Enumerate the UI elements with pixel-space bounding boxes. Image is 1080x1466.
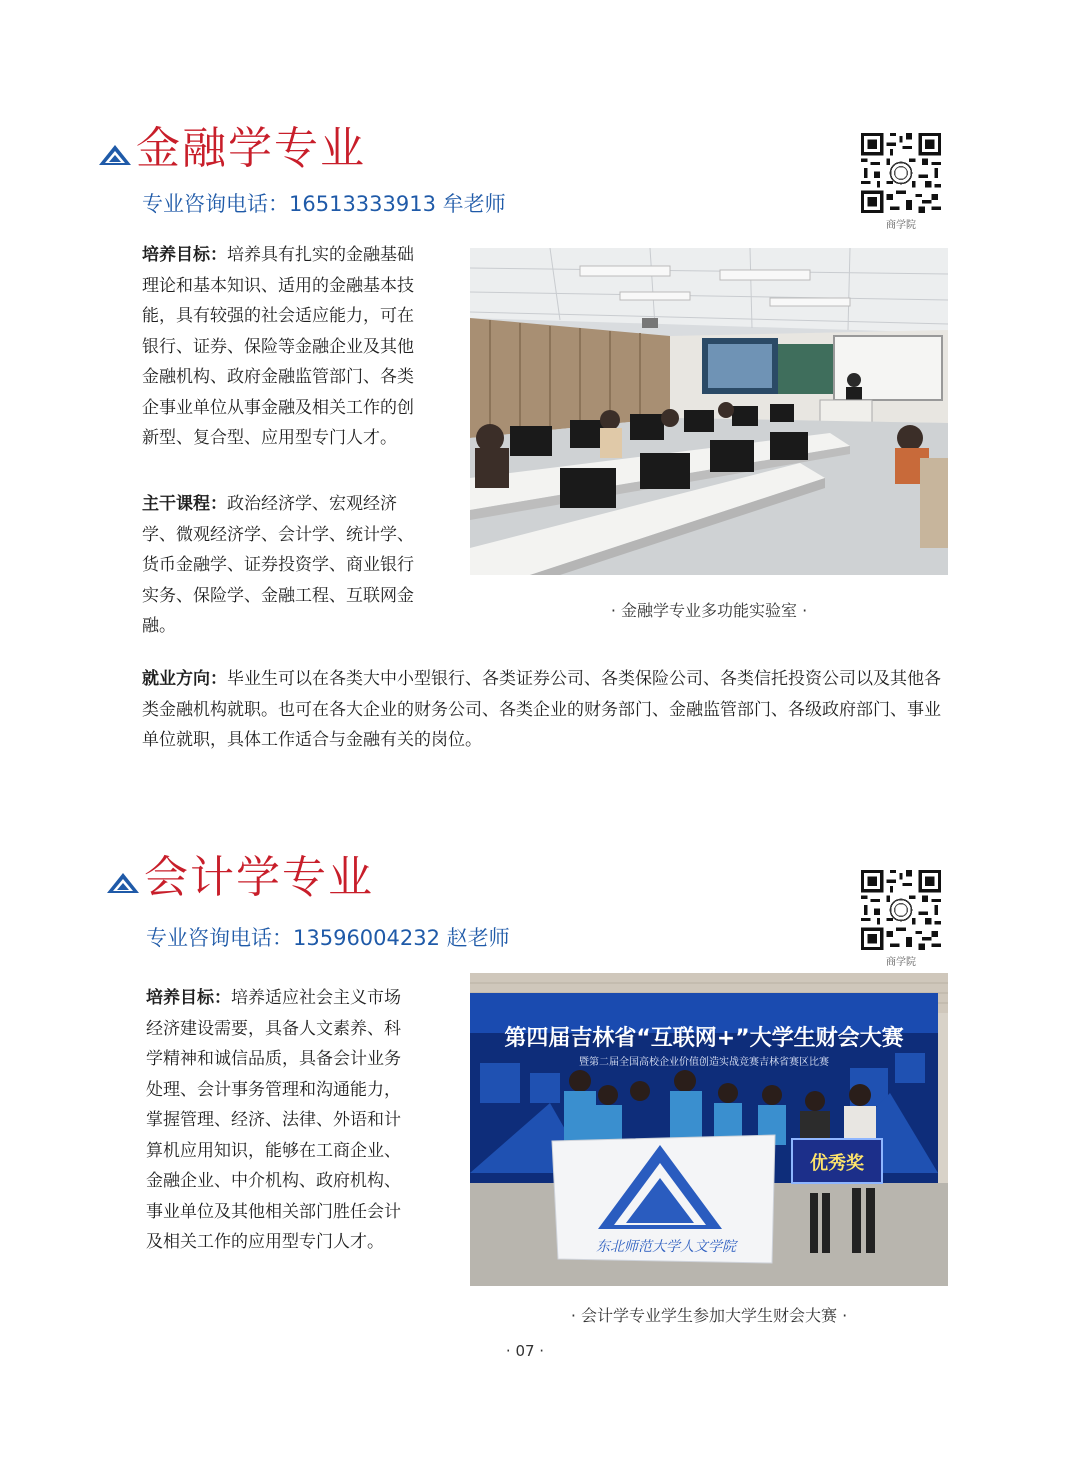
career-text: 毕业生可以在各类大中小型银行、各类证券公司、各类保险公司、各类信托投资公司以及其他各类金融机构就职。也可在各大企业的财务公司、各类企业的财务部门、金融监管部门、各级政府部门、事业单位就职，具体工作适合与金融有关的岗位。 (142, 669, 941, 750)
career-label: 就业方向： (142, 669, 227, 689)
phone-label: 专业咨询电话： (142, 192, 289, 216)
banner-title: 第四届吉林省“互联网+”大学生财会大赛 (504, 1026, 904, 1051)
page-number: · 07 · (505, 1342, 545, 1360)
training-goal-text: 培养具有扎实的金融基础理论和基本知识、适用的金融基本技能，具有较强的社会适应能力，可在银行、证券、保险等金融企业及其他金融机构、政府金融监管部门、各类企事业单位从事金融及相关工作的创新型、复合型、应用型专门人才。 (142, 245, 414, 448)
accounting-contest-photo (470, 973, 948, 1286)
section-title: 金融学专业 (136, 123, 366, 174)
career-direction (142, 664, 952, 756)
finance-lab-photo (470, 248, 948, 575)
phone-line (142, 188, 506, 218)
phone-number[interactable]: 16513333913 (289, 192, 436, 216)
contact-name: 牟老师 (442, 192, 506, 216)
qr-code-icon[interactable] (861, 870, 941, 950)
section-title: 会计学专业 (144, 852, 374, 903)
main-courses (142, 489, 414, 642)
award-board: 优秀奖 (810, 1153, 864, 1174)
training-goal (142, 240, 414, 454)
photo-caption: · 会计学专业学生参加大学生财会大赛 · (570, 1306, 848, 1325)
training-goal (146, 983, 408, 1258)
training-goal-text: 培养适应社会主义市场经济建设需要，具备人文素养、科学精神和诚信品质，具备会计业务处理、会计事务管理和沟通能力，掌握管理、经济、法律、外语和计算机应用知识，能够在工商企业、金融企业、中介机构、政府机构、事业单位及其他相关部门胜任会计及相关工作的应用型专门人才。 (146, 988, 401, 1252)
phone-label: 专业咨询电话： (146, 926, 293, 950)
training-goal-label: 培养目标： (146, 988, 231, 1008)
main-courses-text: 政治经济学、宏观经济学、微观经济学、会计学、统计学、货币金融学、证券投资学、商业银行实务、保险学、金融工程、互联网金融。 (142, 494, 414, 636)
phone-line (146, 922, 510, 952)
triangle-logo-icon (106, 872, 140, 894)
phone-number[interactable]: 13596004232 (293, 926, 440, 950)
qr-caption: 商学院 (886, 220, 916, 231)
photo-caption: · 金融学专业多功能实验室 · (610, 601, 808, 620)
banner-subtitle: 暨第二届全国高校企业价值创造实战竞赛吉林省赛区比赛 (579, 1057, 829, 1068)
contact-name: 赵老师 (446, 926, 510, 950)
qr-code-icon[interactable] (861, 133, 941, 213)
flag-text: 东北师范大学人文学院 (596, 1239, 736, 1255)
qr-caption: 商学院 (886, 957, 916, 968)
triangle-logo-icon (98, 144, 132, 166)
main-courses-label: 主干课程： (142, 494, 227, 514)
training-goal-label: 培养目标： (142, 245, 227, 265)
